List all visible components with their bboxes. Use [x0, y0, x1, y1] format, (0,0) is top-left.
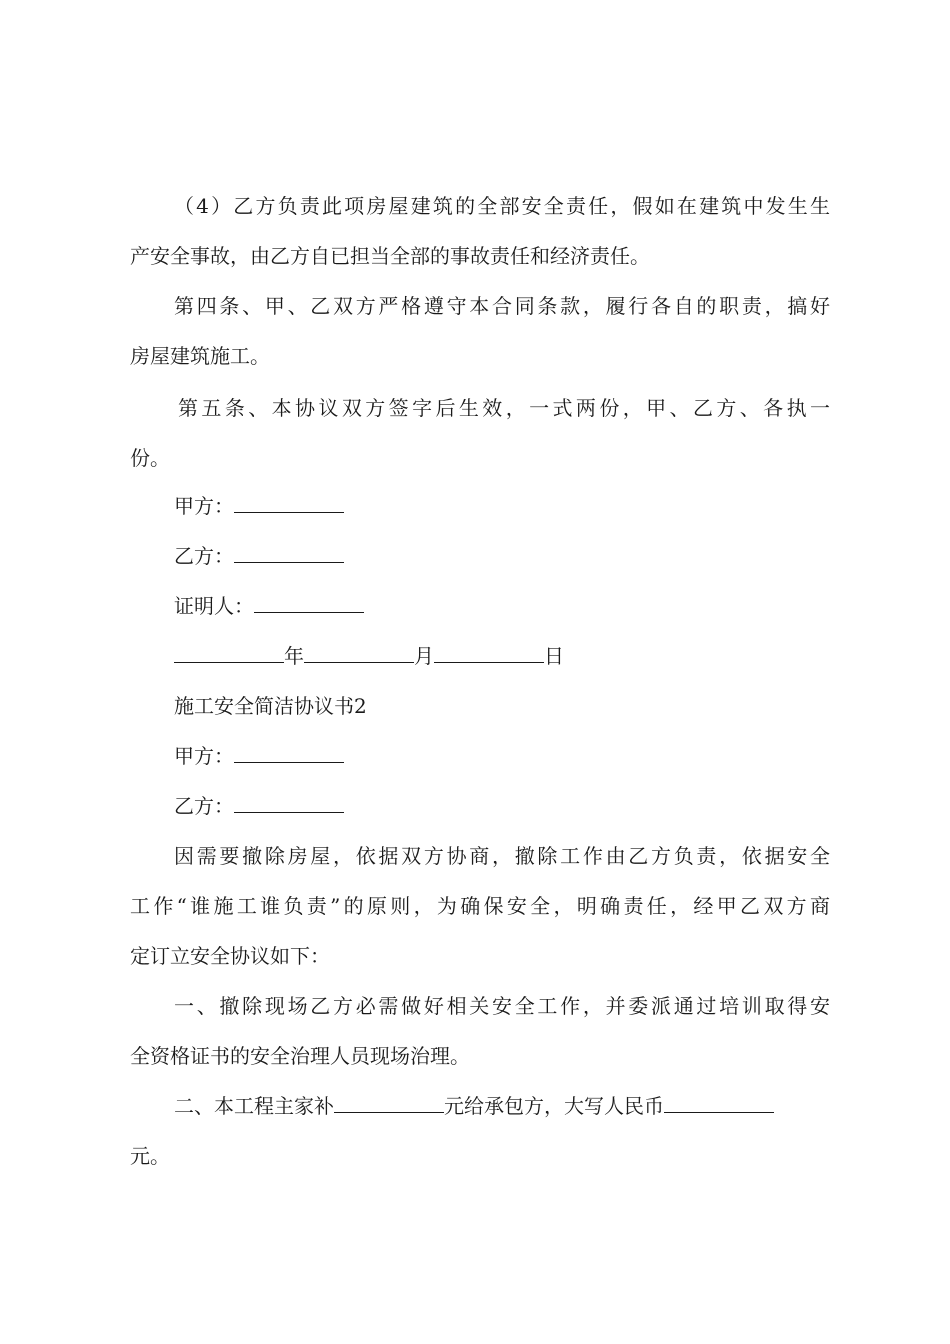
signature-label: 乙方： [174, 794, 234, 818]
subsidy-text: 元给承包方，大写人民币 [444, 1094, 664, 1118]
day-blank[interactable] [434, 644, 544, 663]
year-blank[interactable] [174, 644, 284, 663]
paragraph-line: 定订立安全协议如下： [130, 944, 330, 968]
signature-blank[interactable] [234, 744, 344, 763]
paragraph-line: 元。 [130, 1144, 170, 1168]
signature-blank[interactable] [234, 544, 344, 563]
paragraph-line: 份。 [130, 446, 170, 470]
section-title: 施工安全简洁协议书2 [174, 694, 367, 718]
signature-label: 证明人： [174, 594, 254, 618]
amount-words-blank[interactable] [664, 1094, 774, 1113]
year-label: 年 [284, 644, 304, 668]
paragraph-line: （4）乙方负责此项房屋建筑的全部安全责任，假如在建筑中发生生 [174, 194, 830, 218]
signature-party-b [174, 793, 344, 819]
signature-blank[interactable] [254, 594, 364, 613]
amount-blank[interactable] [334, 1094, 444, 1113]
signature-witness [174, 593, 364, 619]
signature-blank[interactable] [234, 794, 344, 813]
day-label: 日 [544, 644, 564, 668]
signature-party-b [174, 543, 344, 569]
paragraph-line: 一、撤除现场乙方必需做好相关安全工作，并委派通过培训取得安 [174, 994, 830, 1018]
paragraph-line: 产安全事故，由乙方自已担当全部的事故责任和经济责任。 [130, 244, 650, 268]
paragraph-line: 房屋建筑施工。 [130, 344, 270, 368]
signature-label: 甲方： [174, 744, 234, 768]
paragraph-line: 因需要撤除房屋，依据双方协商，撤除工作由乙方负责，依据安全 [174, 844, 830, 868]
month-label: 月 [414, 644, 434, 668]
date-line [174, 643, 564, 669]
month-blank[interactable] [304, 644, 414, 663]
signature-party-a [174, 743, 344, 769]
signature-label: 甲方： [174, 494, 234, 518]
paragraph-line [174, 1093, 774, 1119]
paragraph-line: 第四条、甲、乙双方严格遵守本合同条款，履行各自的职责，搞好 [174, 294, 830, 318]
signature-blank[interactable] [234, 494, 344, 513]
paragraph-line: 全资格证书的安全治理人员现场治理。 [130, 1044, 470, 1068]
paragraph-line: 第五条、本协议双方签字后生效，一式两份，甲、乙方、各执一 [178, 396, 830, 420]
signature-party-a [174, 493, 344, 519]
signature-label: 乙方： [174, 544, 234, 568]
subsidy-label: 二、本工程主家补 [174, 1094, 334, 1118]
paragraph-line: 工作“谁施工谁负责”的原则，为确保安全，明确责任，经甲乙双方商 [130, 894, 830, 918]
